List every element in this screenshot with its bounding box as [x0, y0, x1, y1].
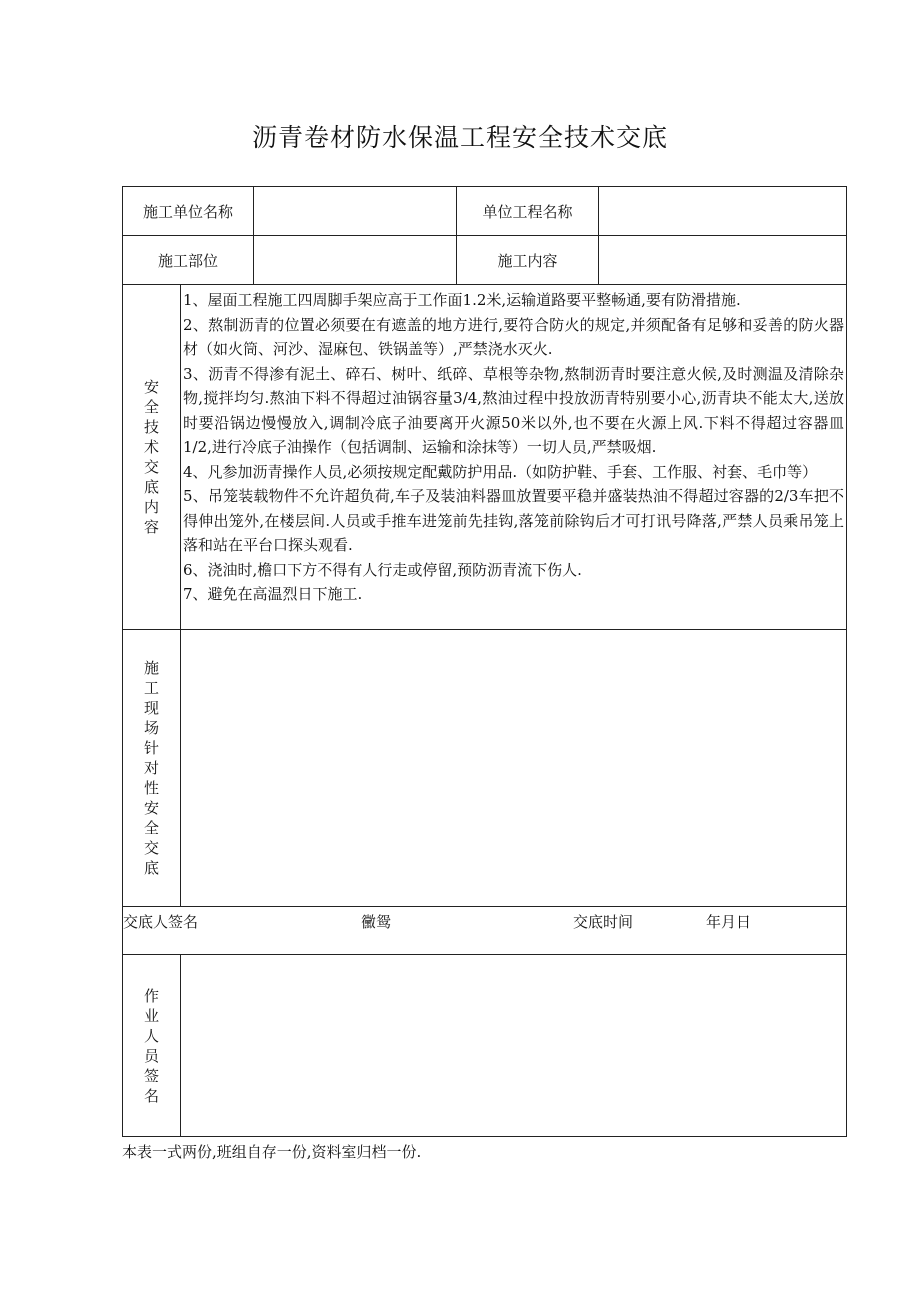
content-field[interactable]: [599, 236, 847, 285]
workers-field[interactable]: [181, 955, 847, 1137]
unit-name-label: 施工单位名称: [123, 187, 254, 236]
workers-label-text: 作业人员签名: [143, 986, 159, 1105]
receiver-label: 黴鸳: [361, 912, 392, 931]
date-label: 年月日: [706, 912, 752, 931]
project-name-label: 单位工程名称: [457, 187, 599, 236]
safety-label-text: 安全技术交底内容: [143, 378, 159, 536]
safety-item: 7、避免在高温烈日下施工.: [183, 585, 363, 603]
row-unit: [123, 187, 847, 236]
document-title: 沥青卷材防水保温工程安全技术交底: [251, 123, 668, 152]
safety-item: 6、浇油时,檐口下方不得有人行走或停留,预防沥青流下伤人.: [183, 560, 582, 579]
row-workers: [123, 955, 847, 1137]
safety-item: 5、吊笼装载物件不允许超负荷,车子及装油料器皿放置要平稳并盛装热油不得超过容器的2/3车把不得伸出笼外,在楼层间.人员或手推车进笼前先挂钩,落笼前除钩后才可打讯号降落,严禁人员乘吊笼上落和站在平台口探头观看.: [183, 487, 845, 554]
workers-label: [123, 955, 181, 1137]
site-label-text: 施工现场针对性安全交底: [143, 659, 159, 877]
row-signature: [123, 907, 847, 955]
row-part: [123, 236, 847, 285]
signature-cell: [123, 907, 847, 955]
safety-label: [123, 285, 181, 630]
part-label: 施工部位: [123, 236, 254, 285]
part-field[interactable]: [254, 236, 457, 285]
row-site: [123, 630, 847, 907]
safety-item: 1、屋面工程施工四周脚手架应高于工作面1.2米,运输道路要平整畅通,要有防滑措施.: [183, 291, 741, 309]
unit-name-field[interactable]: [254, 187, 457, 236]
time-label: 交底时间: [573, 912, 634, 931]
safety-item: 2、熬制沥青的位置必须要在有遮盖的地方进行,要符合防火的规定,并须配备有足够和妥善的防火器材（如火筒、河沙、湿麻包、铁锅盖等）,严禁浇水灭火.: [183, 315, 845, 358]
safety-item: 3、沥青不得渗有泥土、碎石、树叶、纸碎、草根等杂物,熬制沥青时要注意火候,及时测温及清除杂物,搅拌均匀.熬油下料不得超过油锅容量3/4,熬油过程中投放沥青特别要小心,沥青块不能太大,送放时要沿锅边慢慢放入,调制冷底子油要离开火源50米以外,也不要在火源上风.下料不得超过容器皿1/2,进行冷底子油操作（包括调制、运输和涂抹等）一切人员,严禁吸烟.: [183, 364, 845, 456]
disclosure-form: [122, 186, 847, 1137]
footer-note: 本表一式两份,班组自存一份,资料室归档一份.: [122, 1143, 422, 1161]
issuer-label: 交底人签名: [123, 912, 199, 931]
project-name-field[interactable]: [599, 187, 847, 236]
row-safety: [123, 285, 847, 630]
site-field[interactable]: [181, 630, 847, 907]
safety-item: 4、凡参加沥青操作人员,必须按规定配戴防护用品.（如防护鞋、手套、工作服、衬套、毛巾等）: [183, 462, 818, 481]
site-label: [123, 630, 181, 907]
safety-content: [181, 285, 847, 630]
content-label: 施工内容: [457, 236, 599, 285]
